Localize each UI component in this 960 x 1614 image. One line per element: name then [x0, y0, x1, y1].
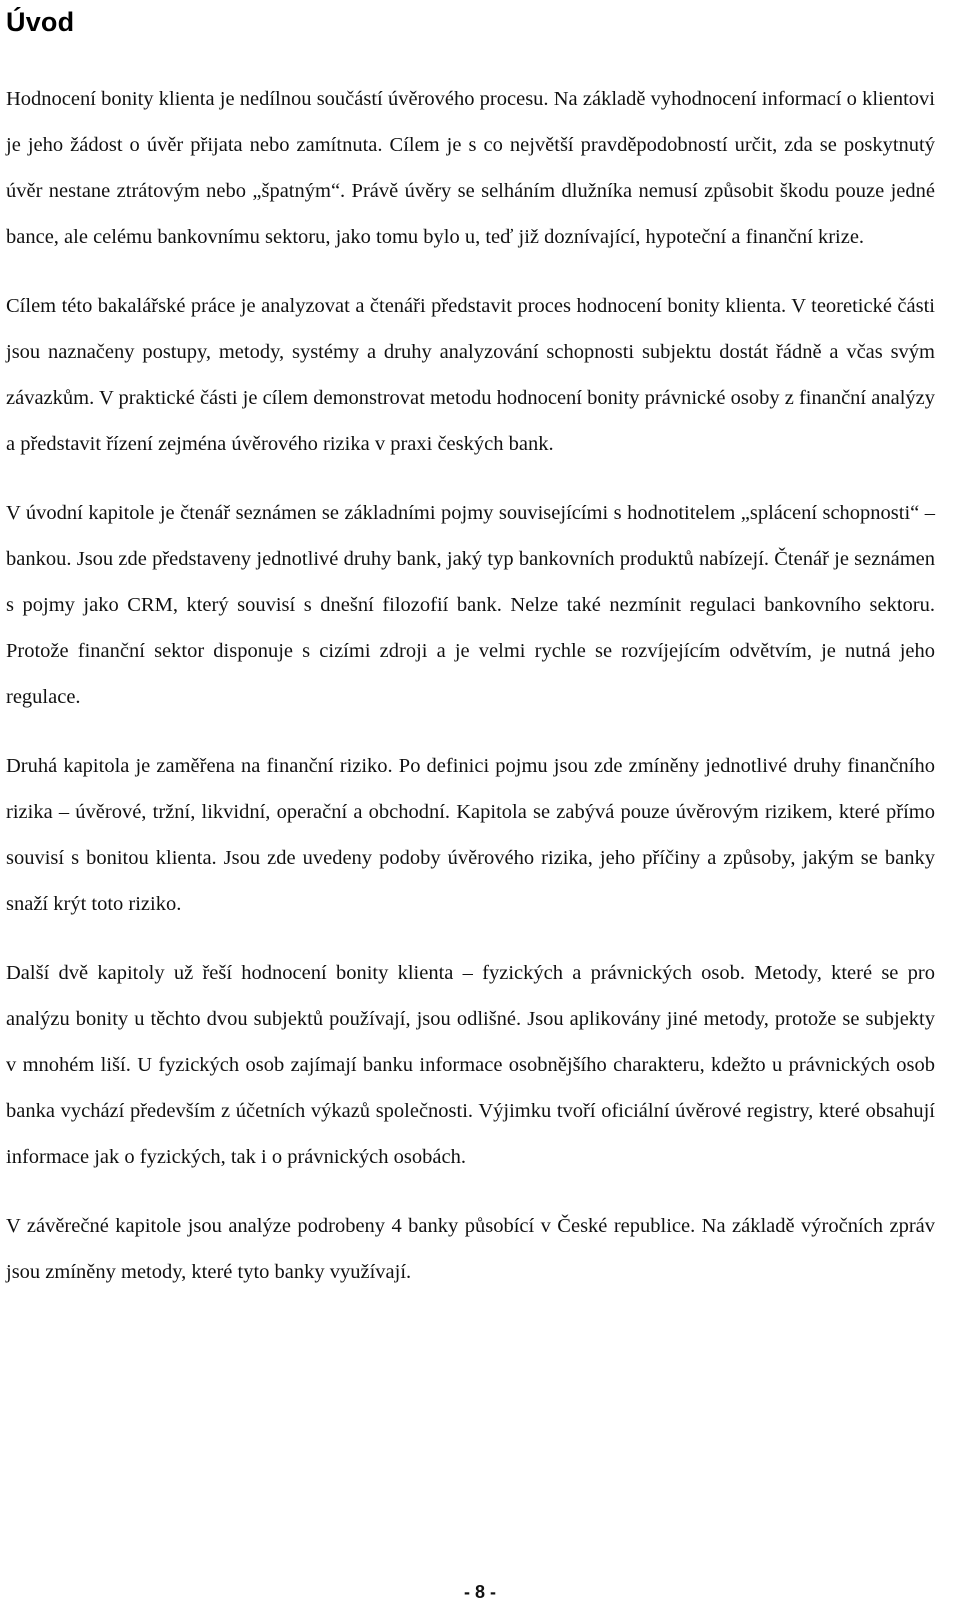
- page-number: - 8 -: [463, 1582, 496, 1602]
- paragraph-chapter-1: V úvodní kapitole je čtenář seznámen se základními pojmy souvisejícími s hodnotitelem „splácení schopnosti“ – bankou. Jsou zde představeny jednotlivé druhy bank, jaký typ bankovních produktů nabízejí. Čtenář je seznámen s pojmy jako CRM, který souvisí s dnešní filozofií bank. Nelze také nezmínit regulaci bankovního sektoru. Protože finanční sektor disponuje s cizími zdroji a je velmi rychle se rozvíjejícím odvětvím, je nutná jeho regulace.: [6, 502, 935, 708]
- section-heading: Úvod: [6, 7, 75, 37]
- paragraph-intro: Hodnocení bonity klienta je nedílnou součástí úvěrového procesu. Na základě vyhodnocení informací o klientovi je jeho žádost o úvěr přijata nebo zamítnuta. Cílem je s co největší pravděpodobností určit, zda se poskytnutý úvěr nestane ztrátovým nebo „špatným“. Právě úvěry se selháním dlužníka nemusí způsobit škodu pouze jedné bance, ale celému bankovnímu sektoru, jako tomu bylo u, teď již doznívající, hypoteční a finanční krize.: [6, 88, 935, 248]
- body-text: [6, 76, 935, 1295]
- paragraph-final-chapter: V závěrečné kapitole jsou analýze podrobeny 4 banky působící v České republice. Na základě výročních zpráv jsou zmíněny metody, které tyto banky využívají.: [6, 1215, 935, 1283]
- paragraph-goal: Cílem této bakalářské práce je analyzovat a čtenáři představit proces hodnocení bonity klienta. V teoretické části jsou naznačeny postupy, metody, systémy a druhy analyzování schopnosti subjektu dostát řádně a včas svým závazkům. V praktické části je cílem demonstrovat metodu hodnocení bonity právnické osoby z finanční analýzy a představit řízení zejména úvěrového rizika v praxi českých bank.: [6, 295, 935, 455]
- paragraph-chapters-3-4: Další dvě kapitoly už řeší hodnocení bonity klienta – fyzických a právnických osob. Metody, které se pro analýzu bonity u těchto dvou subjektů používají, jsou odlišné. Jsou aplikovány jiné metody, protože se subjekty v mnohém liší. U fyzických osob zajímají banku informace osobnějšího charakteru, kdežto u právnických osob banka vychází především z účetních výkazů společnosti. Výjimku tvoří oficiální úvěrové registry, které obsahují informace jak o fyzických, tak i o právnických osobách.: [6, 962, 935, 1168]
- paragraph-chapter-2: Druhá kapitola je zaměřena na finanční riziko. Po definici pojmu jsou zde zmíněny jednotlivé druhy finančního rizika – úvěrové, tržní, likvidní, operační a obchodní. Kapitola se zabývá pouze úvěrovým rizikem, které přímo souvisí s bonitou klienta. Jsou zde uvedeny podoby úvěrového rizika, jeho příčiny a způsoby, jakým se banky snaží krýt toto riziko.: [6, 755, 935, 915]
